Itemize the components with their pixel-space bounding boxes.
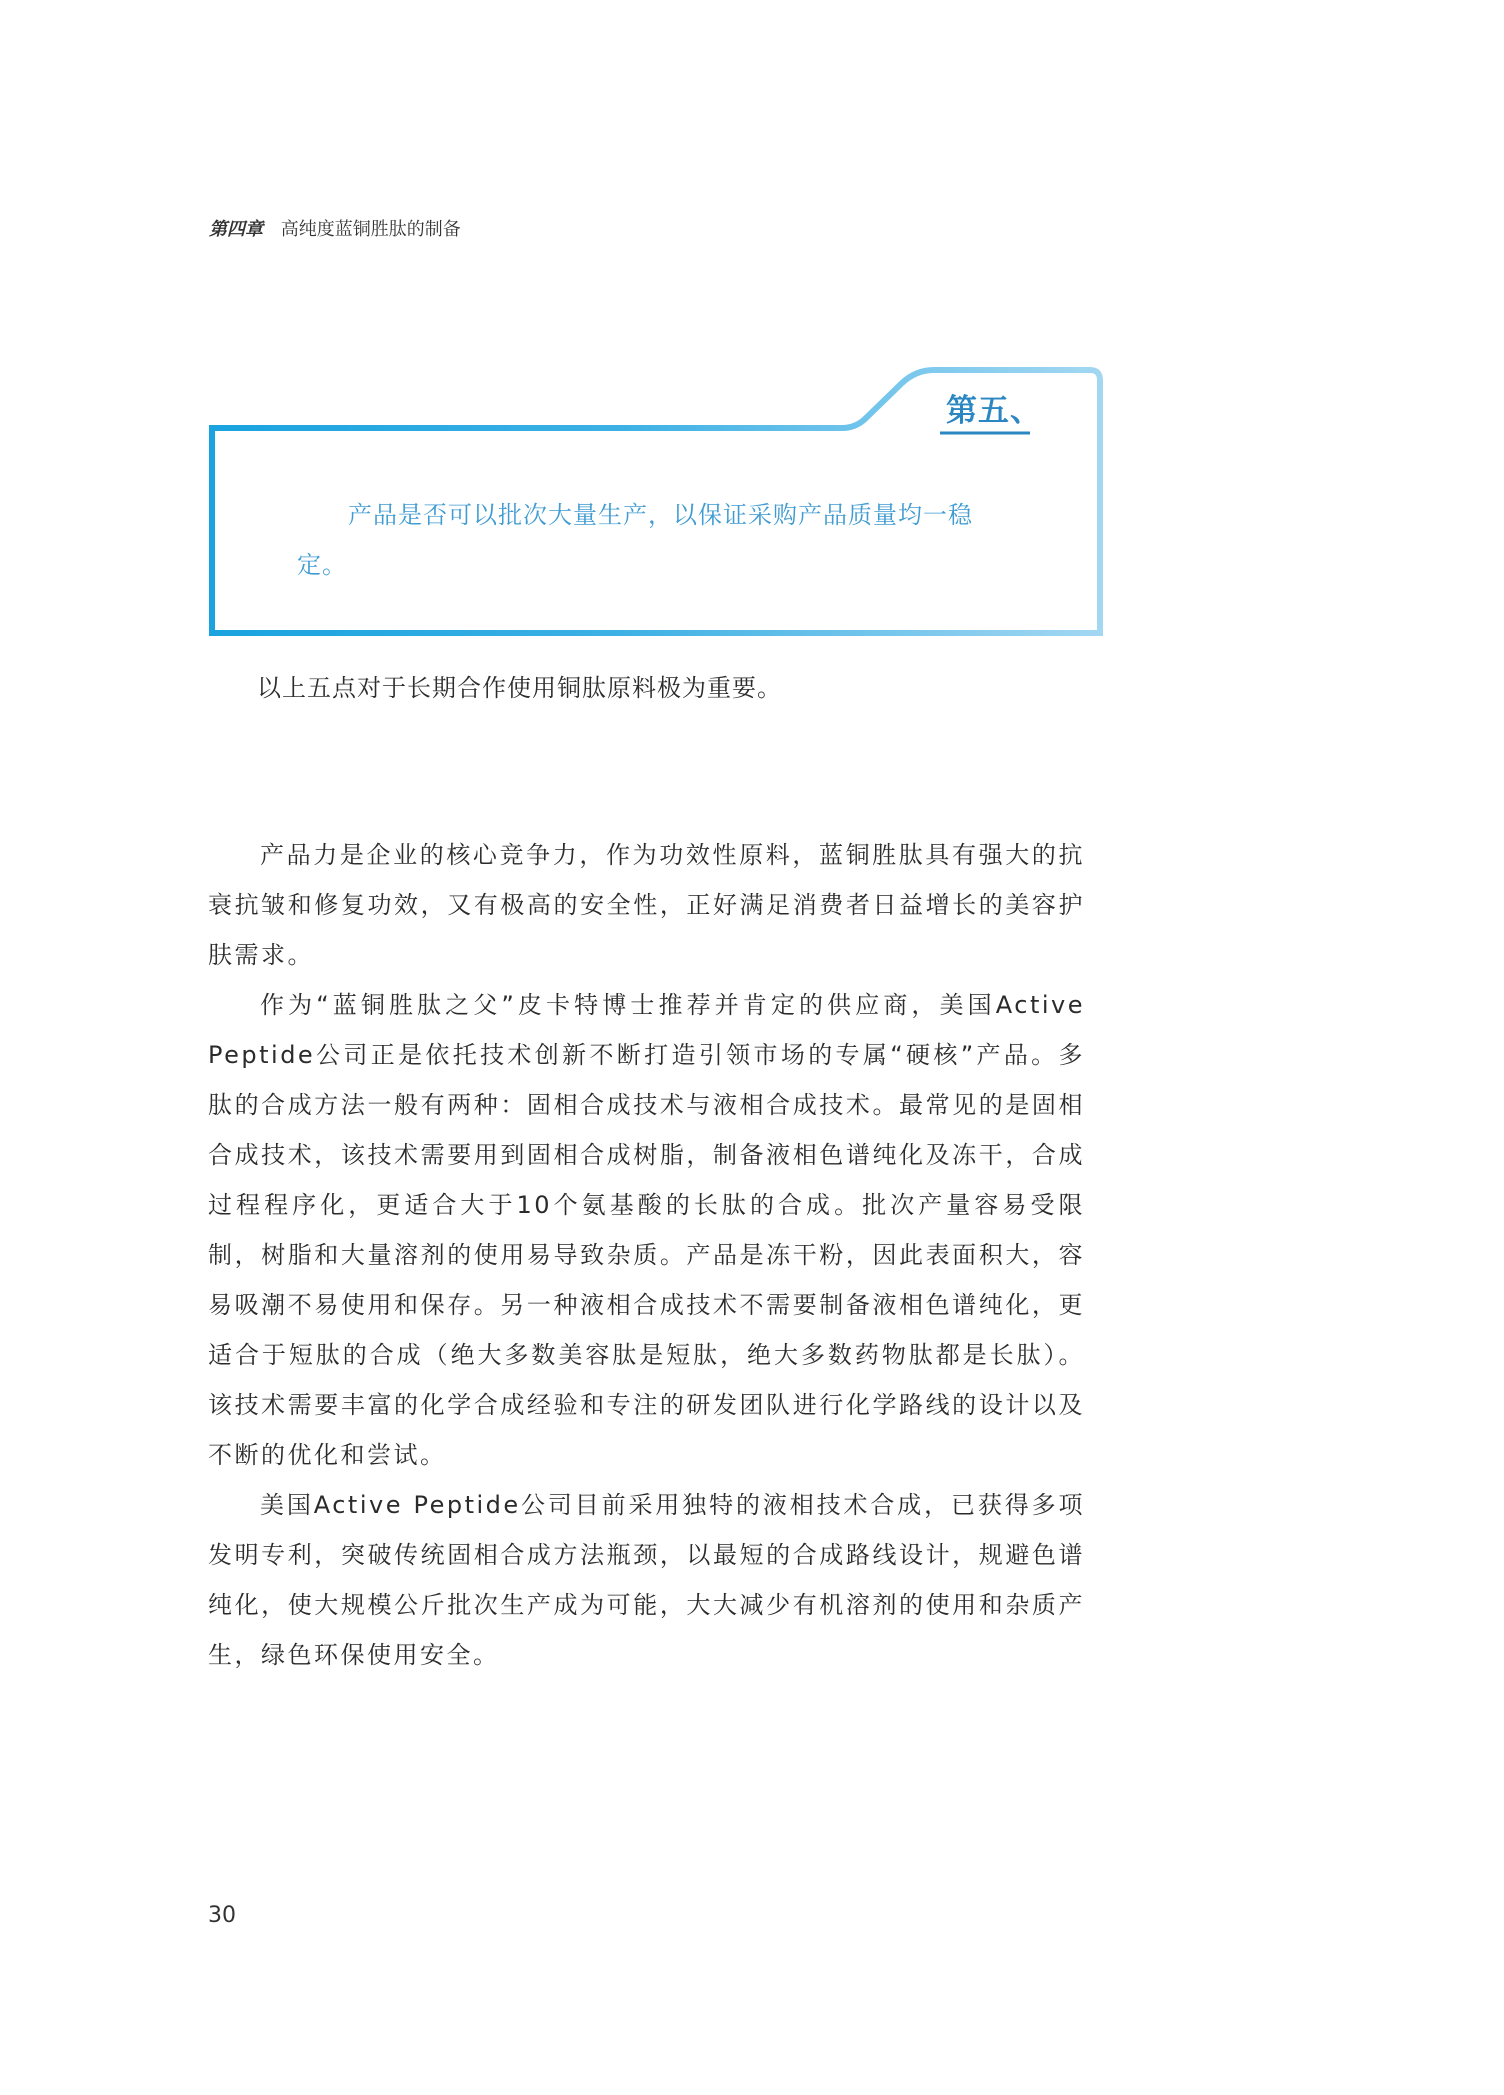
chapter-title: 高纯度蓝铜胜肽的制备 [280,219,461,240]
page-number: 30 [208,1903,236,1928]
callout-frame [0,0,1504,700]
summary-line: 以上五点对于长期合作使用铜肽原料极为重要。 [257,674,782,702]
paragraph: 产品力是企业的核心竞争力，作为功效性原料，蓝铜胜肽具有强大的抗衰抗皱和修复功效，又有极高的安全性，正好满足消费者日益增长的美容护肤需求。 [208,841,1085,969]
paragraph: 作为“蓝铜胜肽之父”皮卡特博士推荐并肯定的供应商，美国Active Peptide公司正是依托技术创新不断打造引领市场的专属“硬核”产品。多肽的合成方法一般有两种：固相合成技术与液相合成技术。最常见的是固相合成技术，该技术需要用到固相合成树脂，制备液相色谱纯化及冻干，合成过程程序化，更适合大于10个氨基酸的长肽的合成。批次产量容易受限制，树脂和大量溶剂的使用易导致杂质。产品是冻干粉，因此表面积大，容易吸潮不易使用和保存。另一种液相合成技术不需要制备液相色谱纯化，更适合于短肽的合成（绝大多数美容肽是短肽，绝大多数药物肽都是长肽）。该技术需要丰富的化学合成经验和专注的研发团队进行化学路线的设计以及不断的优化和尝试。 [208,991,1085,1469]
callout-box [0,0,1504,700]
chapter-label: 第四章 [209,219,263,240]
paragraph: 美国Active Peptide公司目前采用独特的液相技术合成，已获得多项发明专利，突破传统固相合成方法瓶颈，以最短的合成路线设计，规避色谱纯化，使大规模公斤批次生产成为可能，大大减少有机溶剂的使用和杂质产生，绿色环保使用安全。 [208,1491,1085,1669]
body-text [208,830,1085,1680]
callout-title: 第五、 [946,393,1042,429]
callout-text: 产品是否可以批次大量生产，以保证采购产品质量均一稳定。 [297,501,973,579]
